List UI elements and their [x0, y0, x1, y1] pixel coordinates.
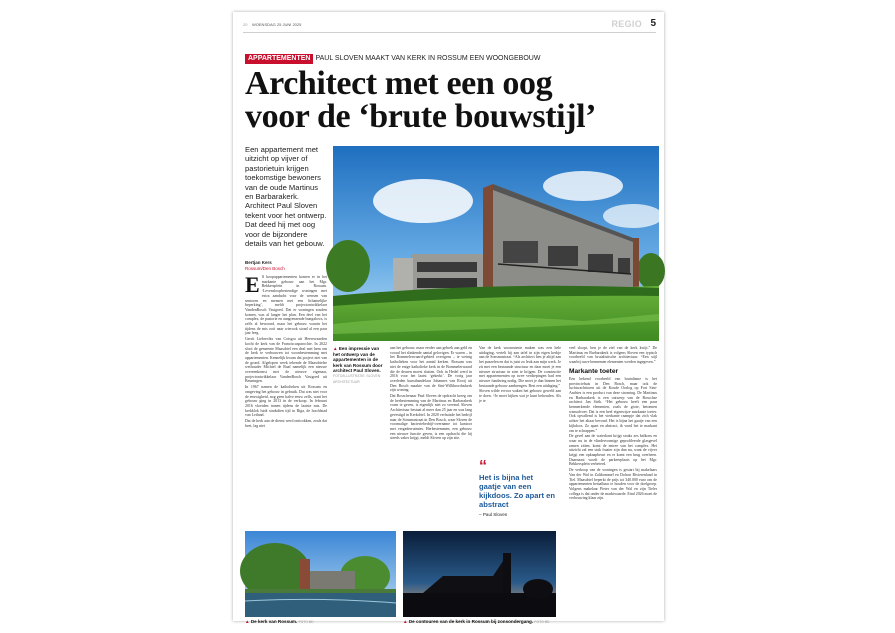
dateline: Rossum/Den Bosch: [245, 266, 285, 271]
issue-date: WOENSDAG 25 JUNI 2025: [252, 22, 302, 27]
main-caption-credit: FOTO/ILLUSTRATIE: SLOVEN ARCHITECTUUR: [333, 373, 381, 384]
paragraph: Een bekend voorbeeld van brutalisme is het provinciehuis in Den Bosch, maar ook de luchtwachttoren uit de Koude Oorlog op Fort Sint-Andries is een product van deze stroming. De Martinus en Barbarakerk is een ontwerp van de Bosschse architect Jan Strik. “Het gebouw heeft een paar kenmerkende elementen, zoals de grote, betonnen wansafvoer. Dat is een heel eigenwijze markante toeter. Ook opvallend is het vierkante raampje dat zich vlak achter het altaar bevond. Het is bijna het gaatje van een kijkdoos. Zo apart en abstract, ik vond het te markant om te schrappen.”: [569, 376, 657, 433]
caption-marker-icon: ▲: [245, 619, 250, 624]
intro-text: Een appartement met uitzicht op vijver of pastorietuin krijgen toekomstige bewoners van de oude Martinus en Barbarakerk. Architect Paul Sloven tekent voor het ontwerp. Dat deed hij met oog voor de bijzondere details van het gebouw.: [245, 145, 327, 249]
left-caption-text: De kerk van Rossum.: [250, 619, 298, 624]
byline: [245, 260, 285, 272]
main-caption-text: Een impressie van het ontwerp van de appartementen in de kerk van Rossum door architect Paul Sloven.: [333, 346, 383, 374]
main-image-caption: [333, 346, 383, 385]
paragraph: lf koopappartementen komen er in het markante gebouw aan het Mgr. Bekkersplein in Rossum. ‘Levensloopbestendige woningen met extra aandacht voor de wensen van senioren en mensen met een lichamelijke beperking’, meldt projectontwikkelaar VandenBosch Vastgoed. Dat er woningen zouden komen, was al langer het plan. Een deel van het complex, de pastorie en aangrenzende bungalows, is zelfs al bewoond, maar het gebouw waarin het tijdens de mis ooit naar wierook stond al een paar jaar leeg.: [245, 275, 327, 336]
quote-text: Het is bijna het gaatje van een kijkdoos. Zo apart en abstract: [479, 473, 555, 509]
caption-marker-icon: ▲: [403, 619, 408, 624]
headline: [245, 67, 655, 133]
right-caption-text: De contouren van de kerk in Rossum bij zonsondergang.: [408, 619, 534, 624]
headline-line-2: voor de ‘brute bouwstijl’: [245, 98, 597, 135]
paragraph: Sloven wilde ervoor waken het gebouw geweld aan te doen. “Je moet kijken wat je kunt behouden. Als je te: [479, 389, 561, 403]
page-number: 5: [650, 18, 656, 29]
left-photo-caption: [245, 619, 396, 626]
drop-cap: E: [245, 272, 260, 297]
church-photo: [245, 531, 396, 617]
quote-author: – Paul Sloven: [479, 512, 508, 517]
article-column-2: [390, 346, 472, 526]
article-column-1: [245, 272, 327, 527]
newspaper-page: [233, 12, 664, 624]
main-rendering-image: [333, 146, 659, 341]
pull-quote: [479, 458, 557, 517]
paragraph: Gerrit Liebrechts van Cotsgra uit Heerewaarden kocht de kerk van de Franciscusparochie. In 2022 sloot de gemeente Maasdriel een deal met hem om de kerk te verbouwen tot woonbestemming met appartementen. Kennelijk kwam dat project niet van de grond. Afgelopen week tekende de Maasdrielse wethouder Michiel de Raaf namelijk een nieuwe overeenkomst met de nieuwe eigenaar, projectontwikkelaar VandenBosch Vastgoed uit Beuningen.: [245, 337, 327, 384]
page-number-small: 20: [243, 22, 248, 27]
paragraph: Dat de kerk aan de dienst werd onttrokken, zoals dat heet, lag niet: [245, 419, 327, 428]
left-caption-credit: FOTO BD: [298, 620, 314, 624]
paragraph: aan het gebouw, maar eerder aan gebrek aan geld en vooral het slinkende aantal gelovigen. Er waren – in het Bommelerwaard-gebied overigens – te weinig katholieken voor het aantal kerken. Rossum was niet de enige katholieke kerk in de Bommelerwaard die de deuren moest sluiten. Ook in Hedel werd in 2016 voor het laatst ‘gekerkt’. De vorig jaar overleden kunsthandelaar Johannes van Rooij uit Den Bosch maakte van de Sint-Willibrorduskerk zijn woning.: [390, 346, 472, 393]
headline-line-1: Architect met een oog: [245, 65, 553, 102]
article-column-3: [479, 346, 561, 458]
paragraph: De verkoop van de woningen is gestart bij makelaars Van der Wal in Zaltbommel en Dolron Rivierenland in Tiel. Maasdriel beperkt de prijs tot 340.000 euro om de appartementen betaalbaar te houden voor de doelgroep. Volgens makelaar Pieter van der Wal en zijn Tieler collega is dat onder de marktwaarde. Eind 2026 moet de verbouwing klaar zijn.: [569, 468, 657, 501]
paragraph: Van de kerk woonruimte maken was een hele uitdaging, vertelt hij aan tafel in zijn eigen kerkje aan de Sonsmastraat. “Als architect ben je altijd aan het puzzelen en dat is juist zo leuk aan mijn werk. Je zit met een bestaande structuur en daar moet je een nieuwe structuur in zien te krijgen. De constructie met appartementen op twee verdiepingen had een nieuwe fundering nodig. Die moet je dan binnen het bestaande gebouw aanbrengen. Best een uitdaging.”: [479, 346, 561, 388]
paragraph: veel sloopt, ben je de ziel van de kerk kwijt.” De Martinus en Barbarakerk is volgens Sloven een typisch voorbeeld van brutalistische architectuur. “Een stijl waarbij ruwe bennemen elementen werden ingegeven.”: [569, 346, 657, 365]
author-name: Bertjan Kers: [245, 260, 272, 265]
section-label: REGIO: [611, 19, 642, 29]
subheading: Markante toeter: [569, 367, 619, 375]
paragraph: In 1967 namen de katholieken uit Rossum en omgeving het gebouw in gebruik. Dat was niet voor de eeuwigheid, nog geen halve eeuw zelfs, want het gebouw ging in 2013 in de verkoop. In februari 2016 vloeiden tranen tijdens de laatste mis. De kerkklok luidt sindsdien tijd in Riga, de hoofdstad van Letland.: [245, 385, 327, 418]
kicker: [245, 54, 658, 64]
kicker-subtitle: PAUL SLOVEN MAAKT VAN KERK IN ROSSUM EEN WOONGEBOUW: [315, 55, 541, 62]
caption-marker-icon: ▲: [333, 346, 338, 351]
church-sunset-photo: [403, 531, 556, 617]
paragraph: De gevel aan de waterkant krijgt straks zes balkons en waar nu in de vlindervormige geprofileerde glasgevel ramen zitten, komt de entree van het complex. Het uitzicht zal een stuk fraaier zijn dan nu, want de vijver krijgt een opknapbeurt en er komt een brug overheen. Daarnaast wordt de parkeerplaats op het Mgr. Bekkersplein verbeterd.: [569, 434, 657, 467]
paragraph: Dat Bosschenaar Paul Sloven de opdracht kreeg om de herbestemming van de Martinus en Barbarakerk vorm te geven, is eigenlijk niet zo vreemd. Sloven Architectuur bestaat al meer dan 25 jaar en was lang gevestigd in Kerkdriel. In 2020 verhuisde het bedrijf naar de Sonsmastraat in Den Bosch, waar Sloven de voormalige bacteriebedrijf-overname tot kantoor met vergaderruimtes. Herbestemmen, een gebouw een nieuwe functie geven, is een opdracht die hij steeds vaker krijgt, meldt Sloven op zijn site.: [390, 394, 472, 441]
kicker-tag: APPARTEMENTEN: [245, 54, 313, 64]
quote-mark-icon: “: [479, 458, 487, 475]
right-caption-credit: FOTO BD: [534, 620, 550, 624]
article-column-4: [569, 346, 657, 618]
page-header: [243, 18, 656, 33]
right-photo-caption: [403, 619, 556, 626]
